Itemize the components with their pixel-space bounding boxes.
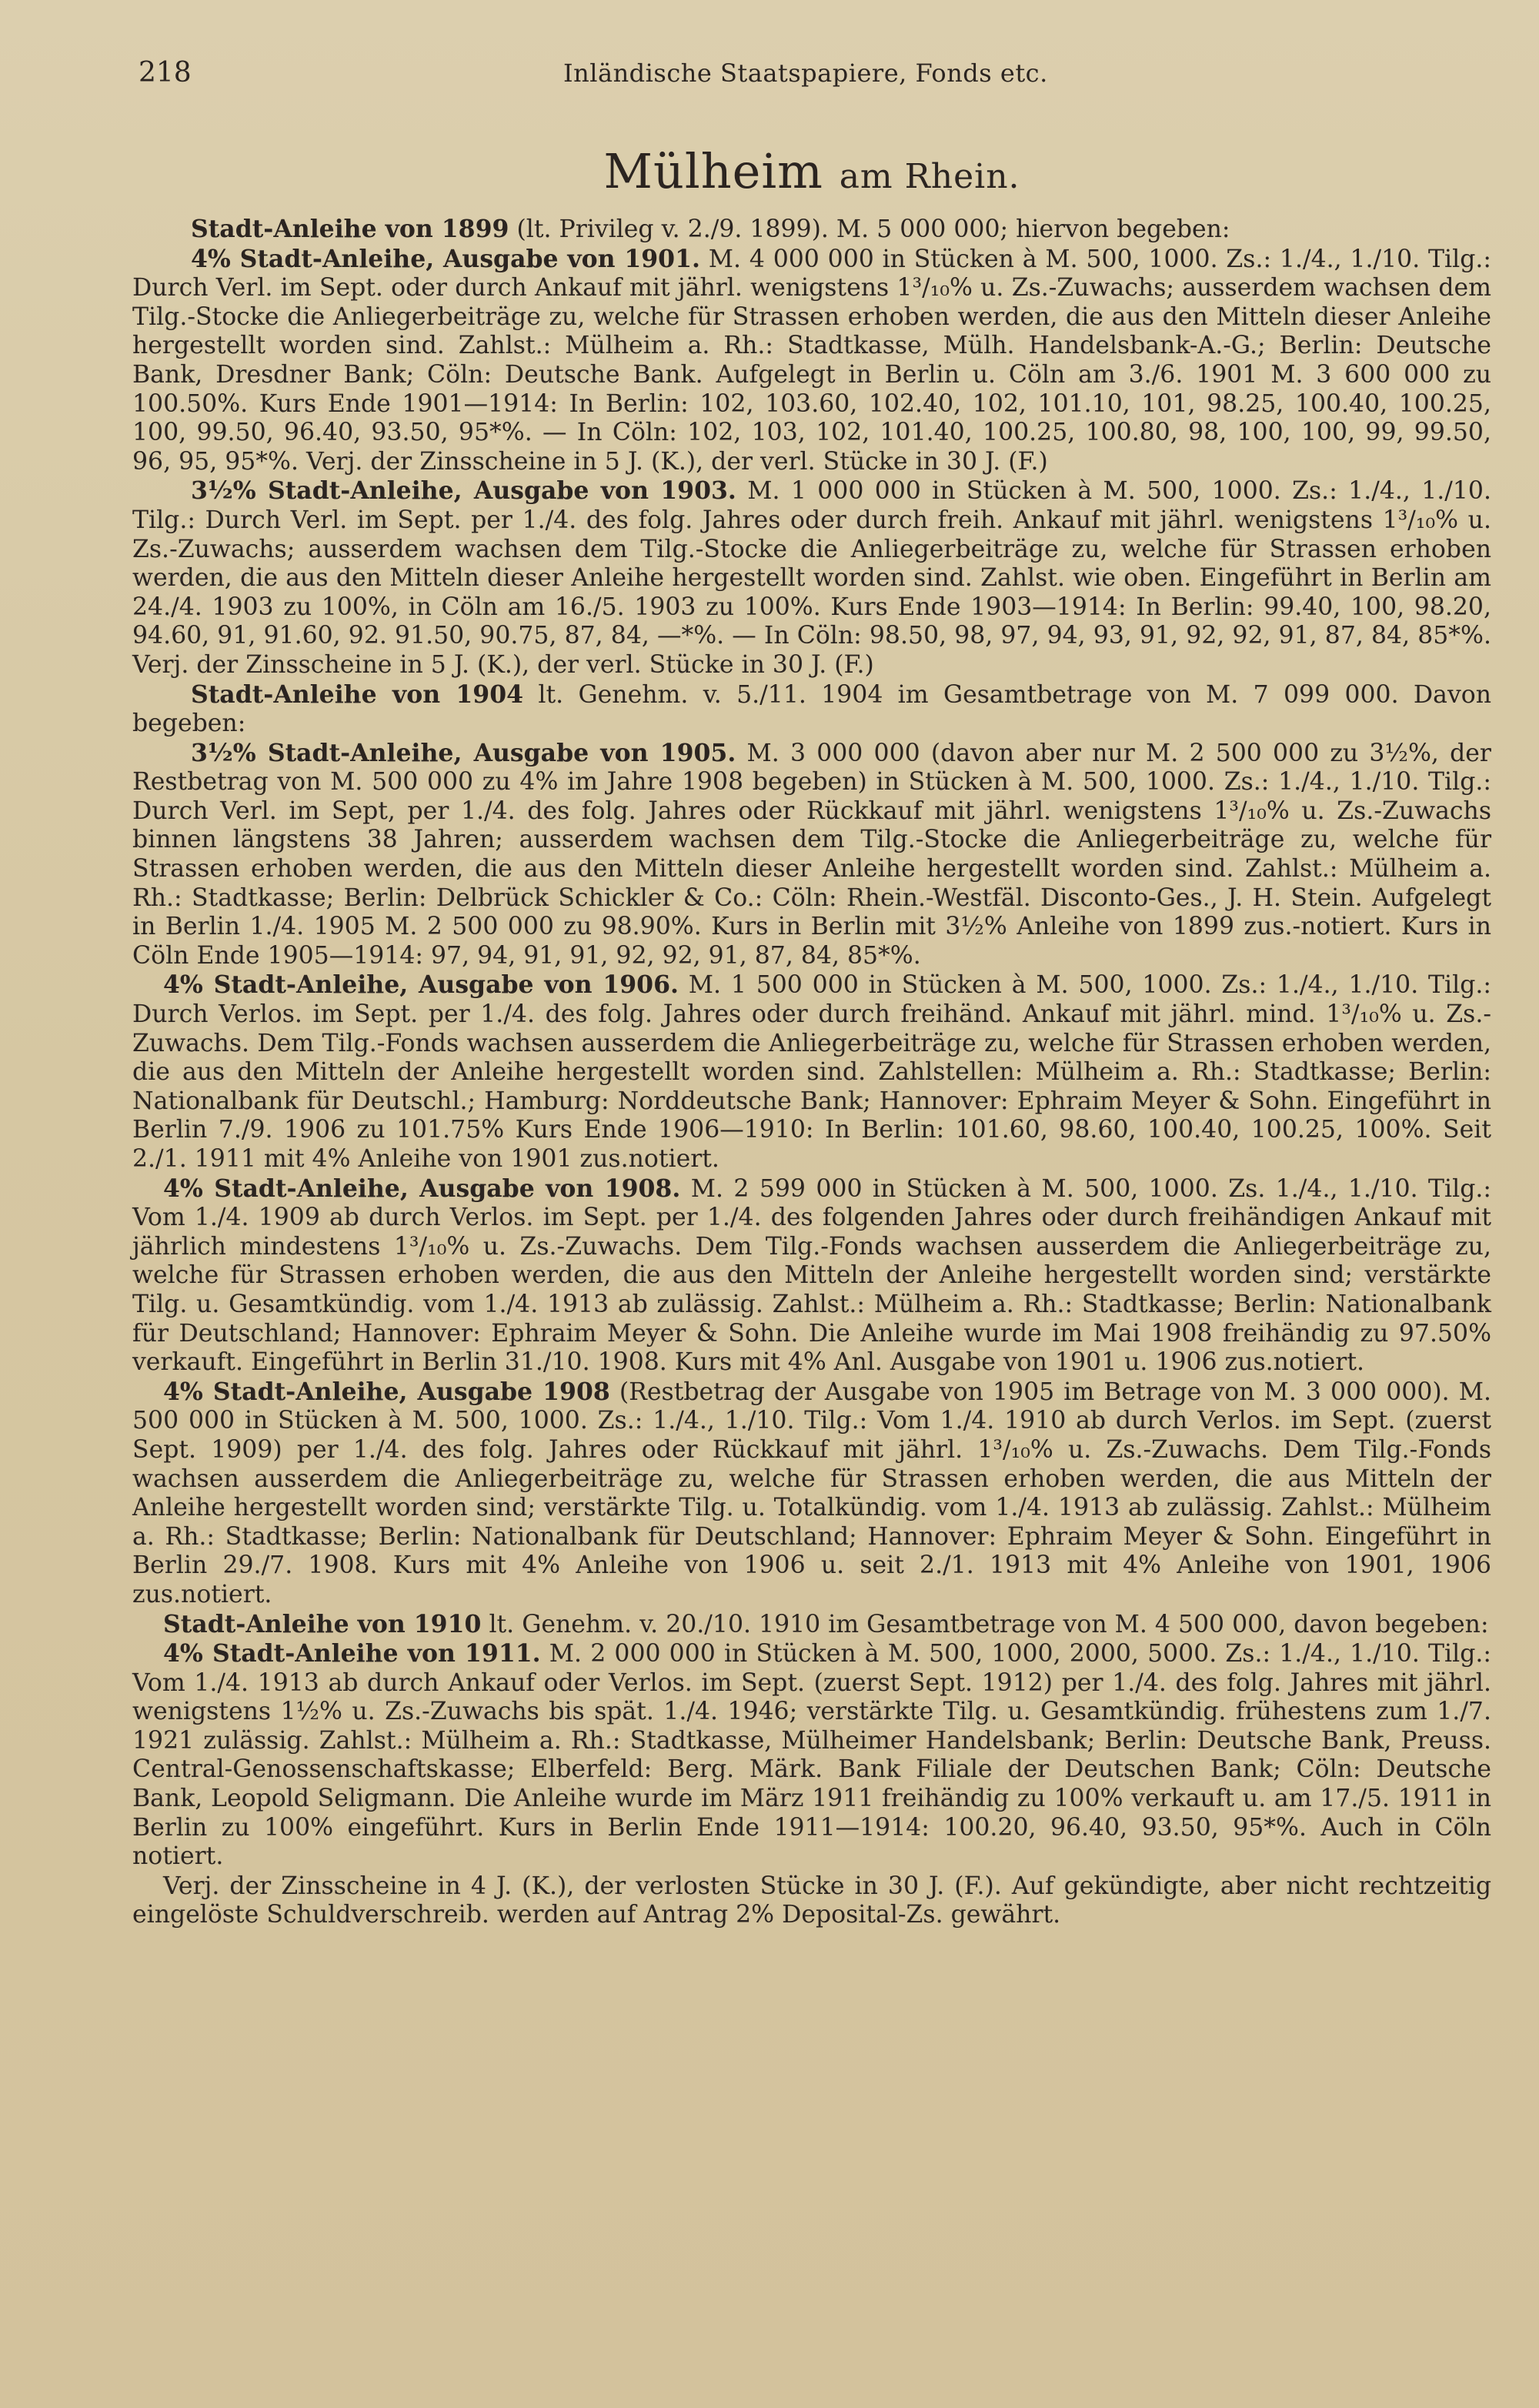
paragraph-text: lt. Genehm. v. 5./11. 1904 im Gesamtbetrage von M. 7 099 000. Davon begeben: [132,680,1491,738]
paragraph-head: 3½% Stadt-Anleihe, Ausgabe von 1903. [191,476,736,506]
paragraph-text: M. 4 000 000 in Stücken à M. 500, 1000. Zs.: 1./4., 1./10. Tilg.: Durch Verl. im Sept. oder durch Ankauf mit jährl. wenigstens 1³/₁₀% u. Zs.-Zuwachs; ausserdem wachsen dem Tilg.-Stocke die Anliegerbeiträge zu, welche für Strassen erhoben werden, die aus den Mitteln dieser Anleihe hergestellt worden sind. Zahlst.: Mülheim a. Rh.: Stadtkasse, Mülh. Handelsbank-A.-G.; Berlin: Deutsche Bank, Dresdner Bank; Cöln: Deutsche Bank. Aufgelegt in Berlin u. Cöln am 3./6. 1901 M. 3 600 000 zu 100.50%. Kurs Ende 1901—1914: In Berlin: 102, 103.60, 102.40, 102, 101.10, 101, 98.25, 100.40, 100.25, 100, 99.50, 96.40, 93.50, 95*%. — In Cöln: 102, 103, 102, 101.40, 100.25, 100.80, 98, 100, 100, 99, 99.50, 96, 95, 95*%. Verj. der Zinsscheine in 5 J. (K.), der verl. Stücke in 30 J. (F.) [132,245,1491,476]
paragraph-anleihe-1908 [132,1174,1491,1378]
paragraph-text: M. 2 599 000 in Stücken à M. 500, 1000. Zs. 1./4., 1./10. Tilg.: Vom 1./4. 1909 ab durch Verlos. im Sept. per 1./4. des folgenden Jahres oder durch freihändigen Ankauf mit jährlich mindestens 1³/₁₀% u. Zs.-Zuwachs. Dem Tilg.-Fonds wachsen ausserdem die Anliegerbeiträge zu, welche für Strassen erhoben werden, die aus den Mitteln der Anleihe hergestellt worden sind; verstärkte Tilg. u. Gesamtkündig. vom 1./4. 1913 ab zulässig. Zahlst.: Mülheim a. Rh.: Stadtkasse; Berlin: Nationalbank für Deutschland; Hannover: Ephraim Meyer & Sohn. Die Anleihe wurde im Mai 1908 freihändig zu 97.50% verkauft. Eingeführt in Berlin 31./10. 1908. Kurs mit 4% Anl. Ausgabe von 1901 u. 1906 zus.notiert. [132,1174,1491,1377]
title-main: Mülheim [603,143,823,199]
paragraph-text: (lt. Privileg v. 2./9. 1899). M. 5 000 000; hiervon begeben: [509,215,1230,243]
paragraph-text: M. 2 000 000 in Stücken à M. 500, 1000, 2000, 5000. Zs.: 1./4., 1./10. Tilg.: Vom 1./4. 1913 ab durch Ankauf oder Verlos. im Sept. (zuerst Sept. 1912) per 1./4. des folg. Jahres mit jährl. wenigstens 1½% u. Zs.-Zuwachs bis spät. 1./4. 1946; verstärkte Tilg. u. Gesamtkündig. frühestens zum 1./7. 1921 zulässig. Zahlst.: Mülheim a. Rh.: Stadtkasse, Mülheimer Handelsbank; Berlin: Deutsche Bank, Preuss. Central-Genossenschaftskasse; Elberfeld: Berg. Märk. Bank Filiale der Deutschen Bank; Cöln: Deutsche Bank, Leopold Seligmann. Die Anleihe wurde im März 1911 freihändig zu 100% verkauft u. am 17./5. 1911 in Berlin zu 100% eingeführt. Kurs in Berlin Ende 1911—1914: 100.20, 96.40, 93.50, 95*%. Auch in Cöln notiert. [132,1640,1491,1871]
paragraph-head: Stadt-Anleihe von 1910 [163,1609,482,1638]
paragraph-verjaehrung [132,1872,1491,1930]
paragraph-text: (Restbetrag der Ausgabe von 1905 im Betrage von M. 3 000 000). M. 500 000 in Stücken à M. 500, 1000. Zs.: 1./4., 1./10. Tilg.: Vom 1./4. 1910 ab durch Verlos. im Sept. (zuerst Sept. 1909) per 1./4. des folg. Jahres oder Rückkauf mit jährl. 1³/₁₀% u. Zs.-Zuwachs. Dem Tilg.-Fonds wachsen ausserdem die Anliegerbeiträge zu, welche für Strassen erhoben werden, die aus Mitteln der Anleihe hergestellt worden sind; verstärkte Tilg. u. Totalkündig. vom 1./4. 1913 ab zulässig. Zahlst.: Mülheim a. Rh.: Stadtkasse; Berlin: Nationalbank für Deutschland; Hannover: Ephraim Meyer & Sohn. Eingeführt in Berlin 29./7. 1908. Kurs mit 4% Anleihe von 1906 u. seit 2./1. 1913 mit 4% Anleihe von 1901, 1906 zus.notiert. [132,1378,1492,1608]
paragraph-head: Stadt-Anleihe von 1899 [191,215,509,243]
paragraph-anleihe-1908-rest [132,1378,1491,1610]
paragraph-head: 4% Stadt-Anleihe, Ausgabe von 1908. [163,1174,681,1203]
paragraph-anleihe-1905 [132,739,1491,971]
document-body [132,215,1491,1930]
paragraph-text: M. 1 500 000 in Stücken à M. 500, 1000. Zs.: 1./4., 1./10. Tilg.: Durch Verlos. im Sept. per 1./4. des folg. Jahres oder durch freihänd. Ankauf mit jährl. mind. 1³/₁₀% u. Zs.-Zuwachs. Dem Tilg.-Fonds wachsen ausserdem die Anliegerbeiträge zu, welche für Strassen erhoben werden, die aus den Mitteln der Anleihe hergestellt worden sind. Zahlstellen: Mülheim a. Rh.: Stadtkasse; Berlin: Nationalbank für Deutschl.; Hamburg: Norddeutsche Bank; Hannover: Ephraim Meyer & Sohn. Eingeführt in Berlin 7./9. 1906 zu 101.75% Kurs Ende 1906—1910: In Berlin: 101.60, 98.60, 100.40, 100.25, 100%. Seit 2./1. 1911 mit 4% Anleihe von 1901 zus.notiert. [132,971,1491,1173]
title-rest: am Rhein. [839,157,1020,196]
running-head: Inländische Staatspapiere, Fonds etc. [563,58,1048,88]
paragraph-text: Verj. der Zinsscheine in 4 J. (K.), der verlosten Stücke in 30 J. (F.). Auf gekündigte, aber nicht rechtzeitig eingelöste Schuldverschreib. werden auf Antrag 2% Deposital-Zs. gewährt. [132,1872,1491,1929]
paragraph-head: 4% Stadt-Anleihe, Ausgabe von 1901. [191,244,700,273]
paragraph-text: M. 1 000 000 in Stücken à M. 500, 1000. Zs.: 1./4., 1./10. Tilg.: Durch Verl. im Sept. per 1./4. des folg. Jahres oder durch freih. Ankauf mit jährl. wenigstens 1³/₁₀% u. Zs.-Zuwachs; ausserdem wachsen dem Tilg.-Stocke die Anliegerbeiträge zu, welche für Strassen erhoben werden, die aus den Mitteln dieser Anleihe hergestellt worden sind. Zahlst. wie oben. Eingeführt in Berlin am 24./4. 1903 zu 100%, in Cöln am 16./5. 1903 zu 100%. Kurs Ende 1903—1914: In Berlin: 99.40, 100, 98.20, 94.60, 91, 91.60, 92. 91.50, 90.75, 87, 84, —*%. — In Cöln: 98.50, 98, 97, 94, 93, 91, 92, 92, 91, 87, 84, 85*%. Verj. der Zinsscheine in 5 J. (K.), der verl. Stücke in 30 J. (F.) [132,477,1491,679]
paragraph-anleihe-1906 [132,970,1491,1174]
paragraph-text: M. 3 000 000 (davon aber nur M. 2 500 000 zu 3½%, der Restbetrag von M. 500 000 zu 4% im Jahre 1908 begeben) in Stücken à M. 500, 1000. Zs.: 1./4., 1./10. Tilg.: Durch Verl. im Sept, per 1./4. des folg. Jahres oder Rückkauf mit jährl. wenigstens 1³/₁₀% u. Zs.-Zuwachs binnen längstens 38 Jahren; ausserdem wachsen dem Tilg.-Stocke die Anliegerbeiträge zu, welche für Strassen erhoben werden, die aus den Mitteln dieser Anleihe hergestellt worden sind. Zahlst.: Mülheim a. Rh.: Stadtkasse; Berlin: Delbrück Schickler & Co.: Cöln: Rhein.-Westfäl. Disconto-Ges., J. H. Stein. Aufgelegt in Berlin 1./4. 1905 M. 2 500 000 zu 98.90%. Kurs in Berlin mit 3½% Anleihe von 1899 zus.-notiert. Kurs in Cöln Ende 1905—1914: 97, 94, 91, 91, 92, 92, 91, 87, 84, 85*%. [132,739,1491,970]
paragraph-head: 4% Stadt-Anleihe, Ausgabe von 1906. [163,970,679,1000]
paragraph-head: 3½% Stadt-Anleihe, Ausgabe von 1905. [191,738,736,767]
paragraph-anleihe-1901 [132,245,1491,477]
section-title [132,143,1491,199]
paragraph-head: 4% Stadt-Anleihe von 1911. [163,1639,541,1668]
paragraph-stadt-anleihe-1910 [132,1610,1491,1640]
page-header [132,48,1491,92]
paragraph-stadt-anleihe-1899 [132,215,1491,245]
paragraph-head: Stadt-Anleihe von 1904 [191,680,524,709]
paragraph-anleihe-1911 [132,1639,1491,1872]
paragraph-anleihe-1903 [132,476,1491,680]
page-number: 218 [139,57,192,89]
paragraph-stadt-anleihe-1904 [132,680,1491,739]
paragraph-text: lt. Genehm. v. 20./10. 1910 im Gesamtbetrage von M. 4 500 000, davon begeben: [481,1610,1489,1638]
paragraph-head: 4% Stadt-Anleihe, Ausgabe 1908 [163,1377,610,1406]
